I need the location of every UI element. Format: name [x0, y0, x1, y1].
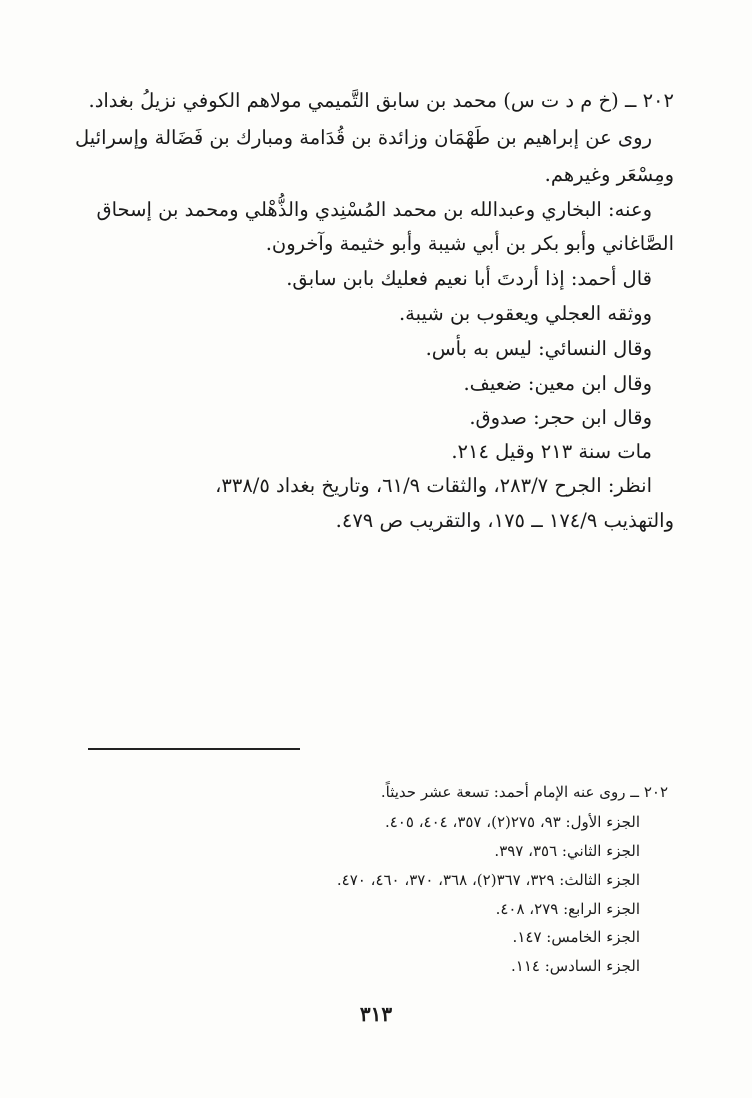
page-number: ٣١٣: [359, 1002, 393, 1026]
entry-text-line: وقال ابن حجر: صدوق.: [469, 406, 652, 429]
footnote-separator: [88, 748, 300, 750]
entry-text-line: وقال النسائي: ليس به بأس.: [425, 337, 652, 360]
footnote-line: الجزء الخامس: ١٤٧.: [512, 928, 640, 946]
entry-text-line: قال أحمد: إذا أردتَ أبا نعيم فعليك بابن سابق.: [286, 267, 652, 290]
footnote-line: الجزء الرابع: ٢٧٩، ٤٠٨.: [495, 900, 640, 918]
footnote-line: ٢٠٢ ــ روى عنه الإمام أحمد: تسعة عشر حديثاً.: [380, 783, 668, 801]
entry-text-line: ومِسْعَر وغيرهم.: [544, 163, 674, 186]
entry-text-line: روى عن إبراهيم بن طَهْمَان وزائدة بن قُدَامة ومبارك بن فَضَالة وإسرائيل: [75, 126, 652, 149]
footnote-line: الجزء السادس: ١١٤.: [511, 957, 640, 975]
entry-text-line: مات سنة ٢١٣ وقيل ٢١٤.: [451, 440, 652, 463]
footnote-line: الجزء الأول: ٩٣، ٢٧٥(٢)، ٣٥٧، ٤٠٤، ٤٠٥.: [384, 813, 640, 831]
entry-text-line: وعنه: البخاري وعبدالله بن محمد المُسْنِدي والذُّهْلي ومحمد بن إسحاق: [96, 198, 652, 221]
entry-text-line: الصَّاغاني وأبو بكر بن أبي شيبة وأبو خثيمة وآخرون.: [265, 232, 674, 255]
footnote-line: الجزء الثاني: ٣٥٦، ٣٩٧.: [494, 842, 640, 860]
entry-text-line: وقال ابن معين: ضعيف.: [463, 372, 652, 395]
footnote-line: الجزء الثالث: ٣٢٩، ٣٦٧(٢)، ٣٦٨، ٣٧٠، ٤٦٠، ٤٧٠.: [336, 871, 640, 889]
entry-text-line: والتهذيب ١٧٤/٩ ــ ١٧٥، والتقريب ص ٤٧٩.: [335, 509, 674, 532]
entry-text-line: ووثقه العجلي ويعقوب بن شيبة.: [398, 302, 652, 325]
entry-heading-line: ٢٠٢ ــ (خ م د ت س) محمد بن سابق التَّميمي مولاهم الكوفي نزيلُ بغداد.: [88, 89, 674, 112]
entry-text-line: انظر: الجرح ٢٨٣/٧، والثقات ٦١/٩، وتاريخ بغداد ٣٣٨/٥،: [215, 474, 652, 497]
